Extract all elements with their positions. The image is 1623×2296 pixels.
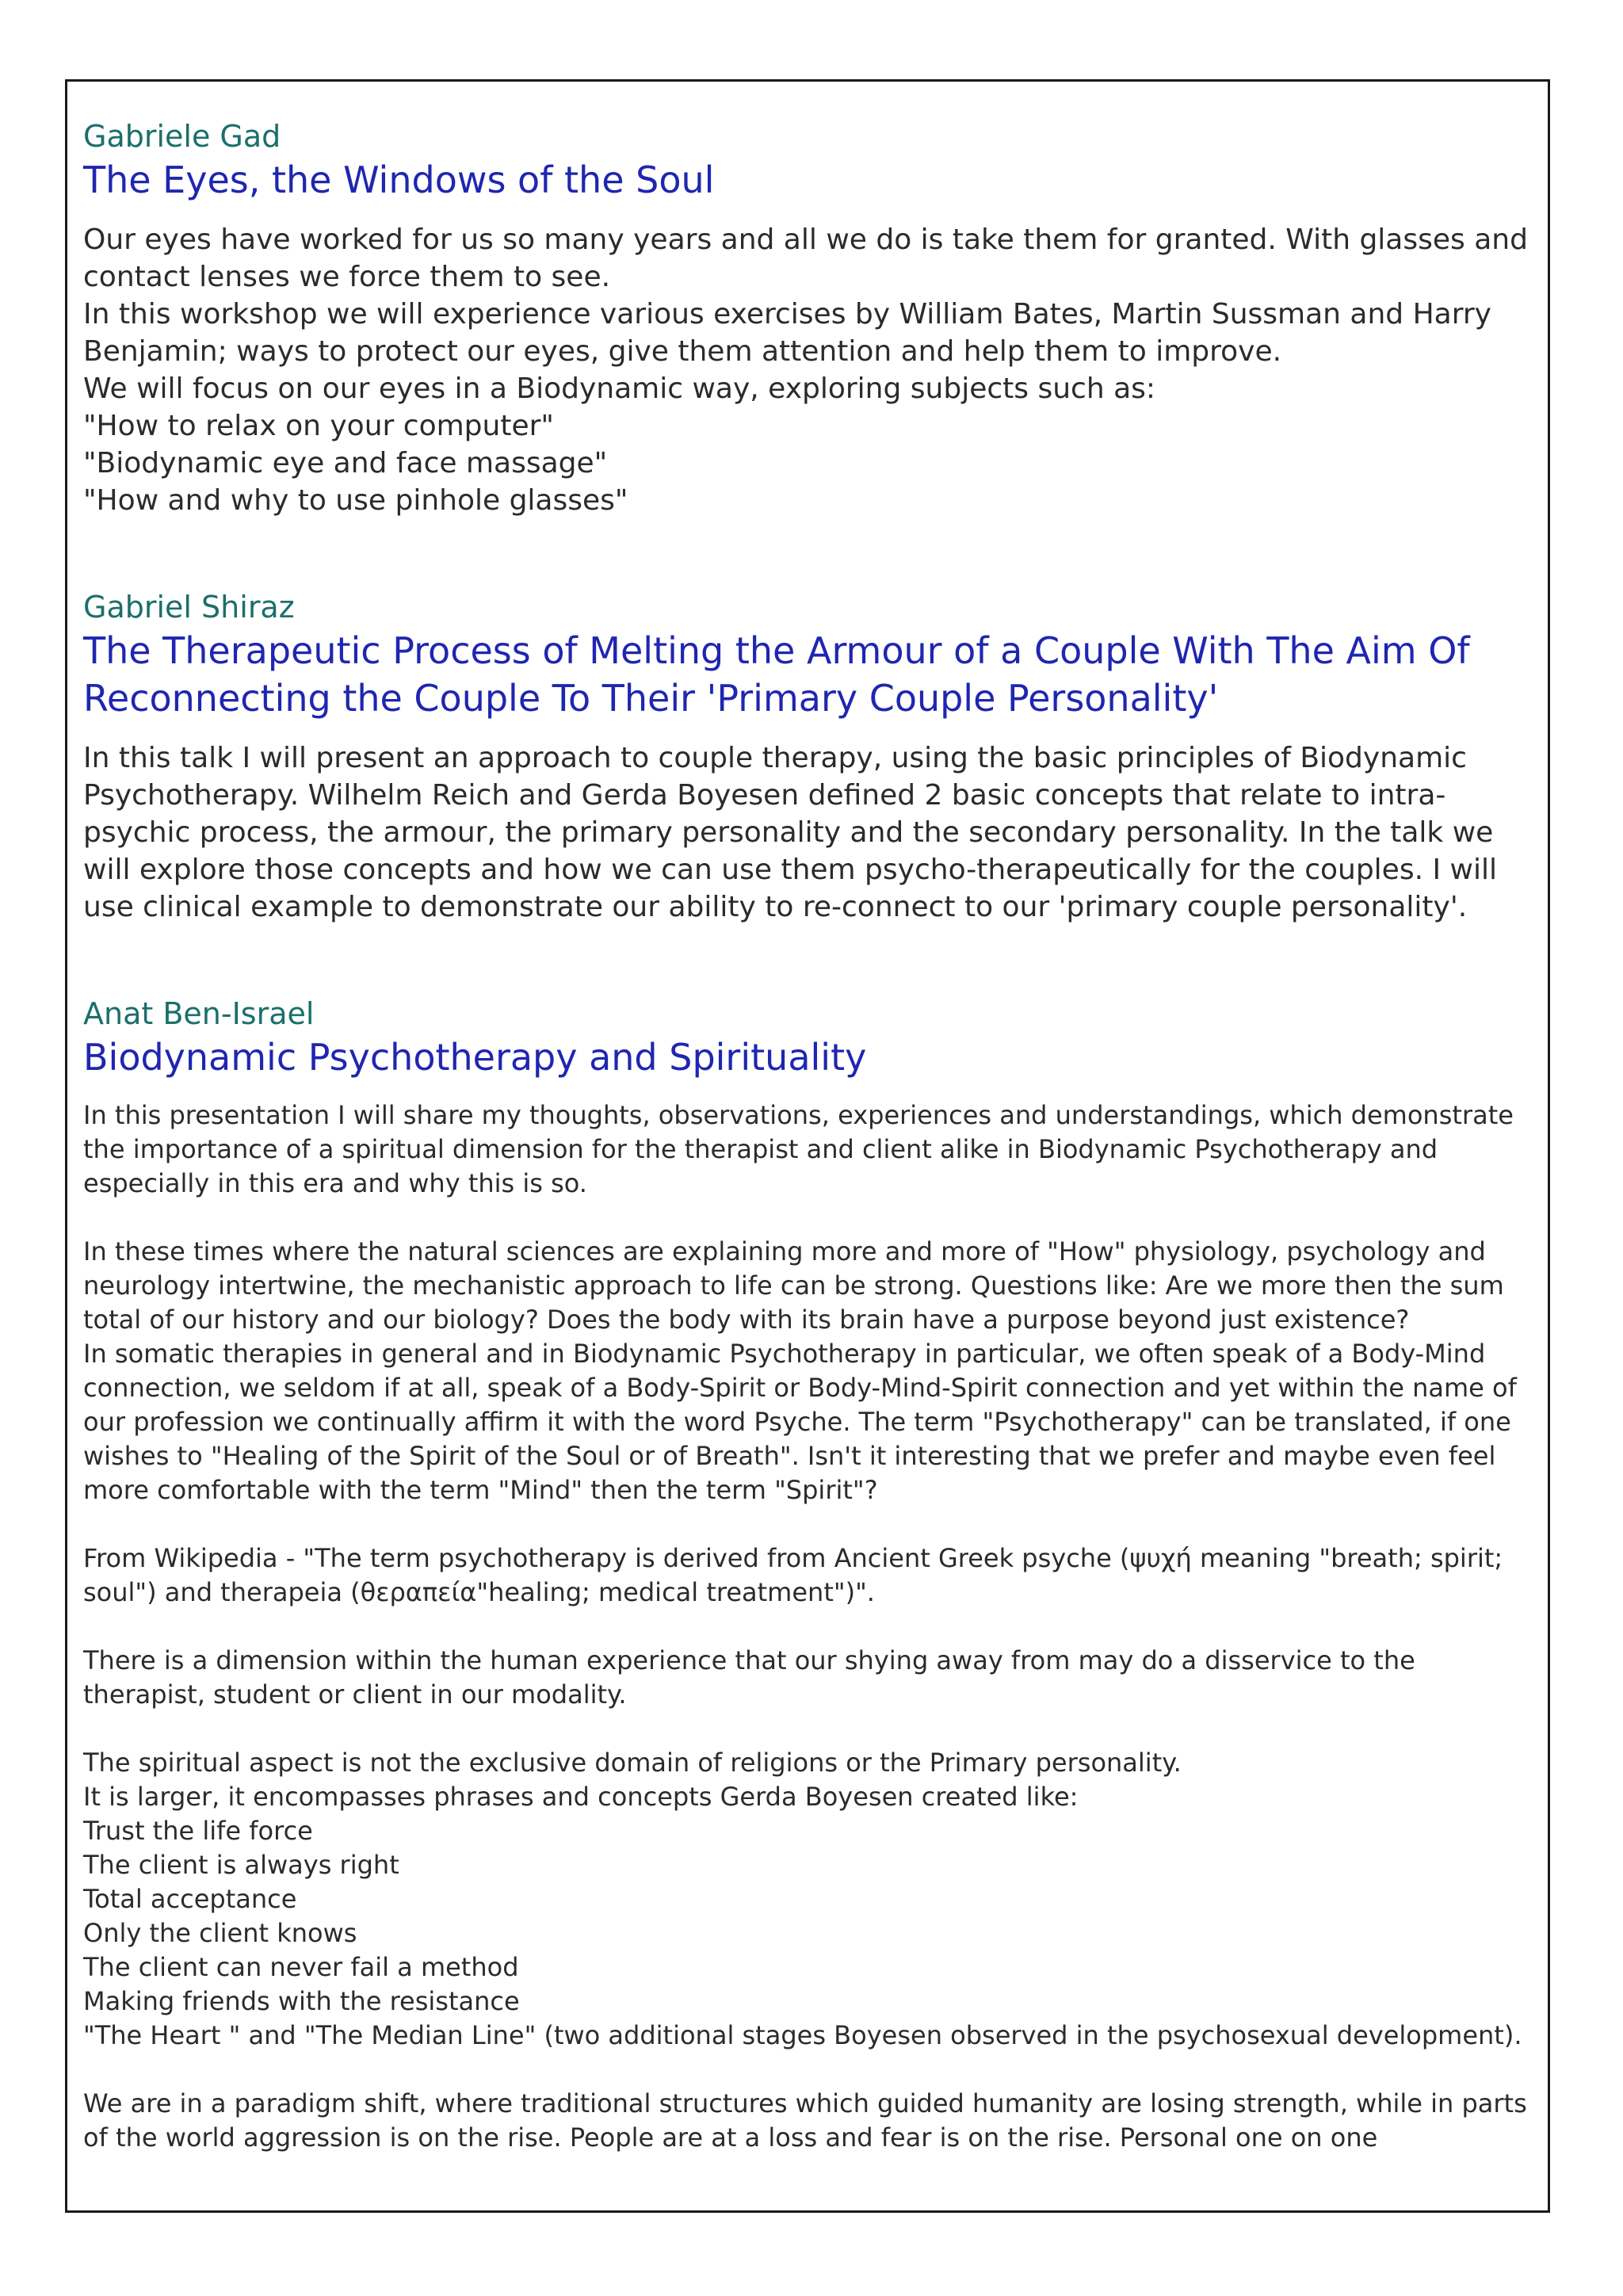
abstract-line: In this workshop we will experience various exercises by William Bates, Martin Sussman and Harry Benjamin; ways to protect our eyes, give them attention and help them to improve.	[83, 298, 1491, 368]
abstract-line: The spiritual aspect is not the exclusive domain of religions or the Primary personality.	[83, 1748, 1182, 1778]
talk-title: The Therapeutic Process of Melting the Armour of a Couple With The Aim Of Reconnecting the Couple To Their 'Primary Couple Personality'	[83, 629, 1470, 720]
section-eyes	[83, 117, 1532, 519]
page-frame	[65, 79, 1550, 2213]
list-item: The client is always right	[83, 1850, 399, 1880]
talk-title: The Eyes, the Windows of the Soul	[83, 159, 715, 201]
abstract	[83, 221, 1532, 519]
abstract-line: There is a dimension within the human experience that our shying away from may do a disservice to the therapist, student or client in our modality.	[83, 1645, 1415, 1710]
abstract-line: In this presentation I will share my thoughts, observations, experiences and understandings, which demonstrate the importance of a spiritual dimension for the therapist and client alike in Biodynamic Psychotherapy and especially in this era and why this is so.	[83, 1100, 1514, 1198]
abstract-line: We will focus on our eyes in a Biodynamic way, exploring subjects such as:	[83, 372, 1156, 405]
abstract-line: It is larger, it encompasses phrases and concepts Gerda Boyesen created like:	[83, 1782, 1079, 1812]
list-item: The client can never fail a method	[83, 1952, 519, 1982]
talk-title: Biodynamic Psychotherapy and Spirituality	[83, 1036, 867, 1079]
list-item: Making friends with the resistance	[83, 1986, 520, 2016]
list-item: "The Heart " and "The Median Line" (two additional stages Boyesen observed in the psychosexual development).	[83, 2020, 1522, 2050]
list-item: Total acceptance	[83, 1884, 297, 1914]
abstract-line: In somatic therapies in general and in Biodynamic Psychotherapy in particular, we often speak of a Body-Mind connection, we seldom if at all, speak of a Body-Spirit or Body-Mind-Spirit connection and yet within the name of our profession we continually affirm it with the word Psyche. The term "Psychotherapy" can be translated, if one wishes to "Healing of the Spirit of the Soul or of Breath". Isn't it interesting that we prefer and maybe even feel more comfortable with the term "Mind" then the term "Spirit"?	[83, 1339, 1517, 1505]
abstract-line: In these times where the natural sciences are explaining more and more of "How" physiology, psychology and neurology intertwine, the mechanistic approach to life can be strong. Questions like: Are we more then the sum total of our history and our biology? Does the body with its brain have a purpose beyond just existence?	[83, 1236, 1504, 1335]
abstract-line: From Wikipedia - "The term psychotherapy is derived from Ancient Greek psyche (ψυχή meaning "breath; spirit; soul") and therapeia (θεραπεία"healing; medical treatment")".	[83, 1543, 1503, 1607]
abstract-paragraph	[83, 1541, 1532, 1610]
abstract-line: "How and why to use pinhole glasses"	[83, 484, 628, 517]
abstract-line: We are in a paradigm shift, where traditional structures which guided humanity are losing strength, while in parts of the world aggression is on the rise. People are at a loss and fear is on the rise. Personal one on one	[83, 2088, 1527, 2153]
abstract-paragraph	[83, 1235, 1532, 1507]
section-couple-armour	[83, 587, 1532, 926]
author-name: Gabriel Shiraz	[83, 590, 295, 625]
abstract-paragraph	[83, 2087, 1532, 2155]
abstract-line: "Biodynamic eye and face massage"	[83, 447, 608, 479]
abstract-paragraph	[83, 1746, 1532, 2053]
abstract-line: Our eyes have worked for us so many years and all we do is take them for granted. With glasses and contact lenses we force them to see.	[83, 223, 1528, 293]
list-item: Trust the life force	[83, 1816, 313, 1846]
author-name: Anat Ben-Israel	[83, 996, 315, 1031]
list-item: Only the client knows	[83, 1918, 357, 1948]
abstract-paragraph	[83, 1098, 1532, 1201]
author-name: Gabriele Gad	[83, 119, 281, 154]
abstract	[83, 739, 1532, 926]
abstract-line: "How to relax on your computer"	[83, 410, 554, 442]
abstract-line: In this talk I will present an approach to couple therapy, using the basic principles of Biodynamic Psychotherapy. Wilhelm Reich and Gerda Boyesen defined 2 basic concepts that relate to intra-psychic process, the armour, the primary personality and the secondary personality. In the talk we will explore those concepts and how we can use them psycho-therapeutically for the couples. I will use clinical example to demonstrate our ability to re-connect to our 'primary couple personality'.	[83, 742, 1497, 923]
abstract-paragraph	[83, 1644, 1532, 1712]
page-content	[83, 117, 1532, 2155]
section-spirituality	[83, 994, 1532, 2155]
